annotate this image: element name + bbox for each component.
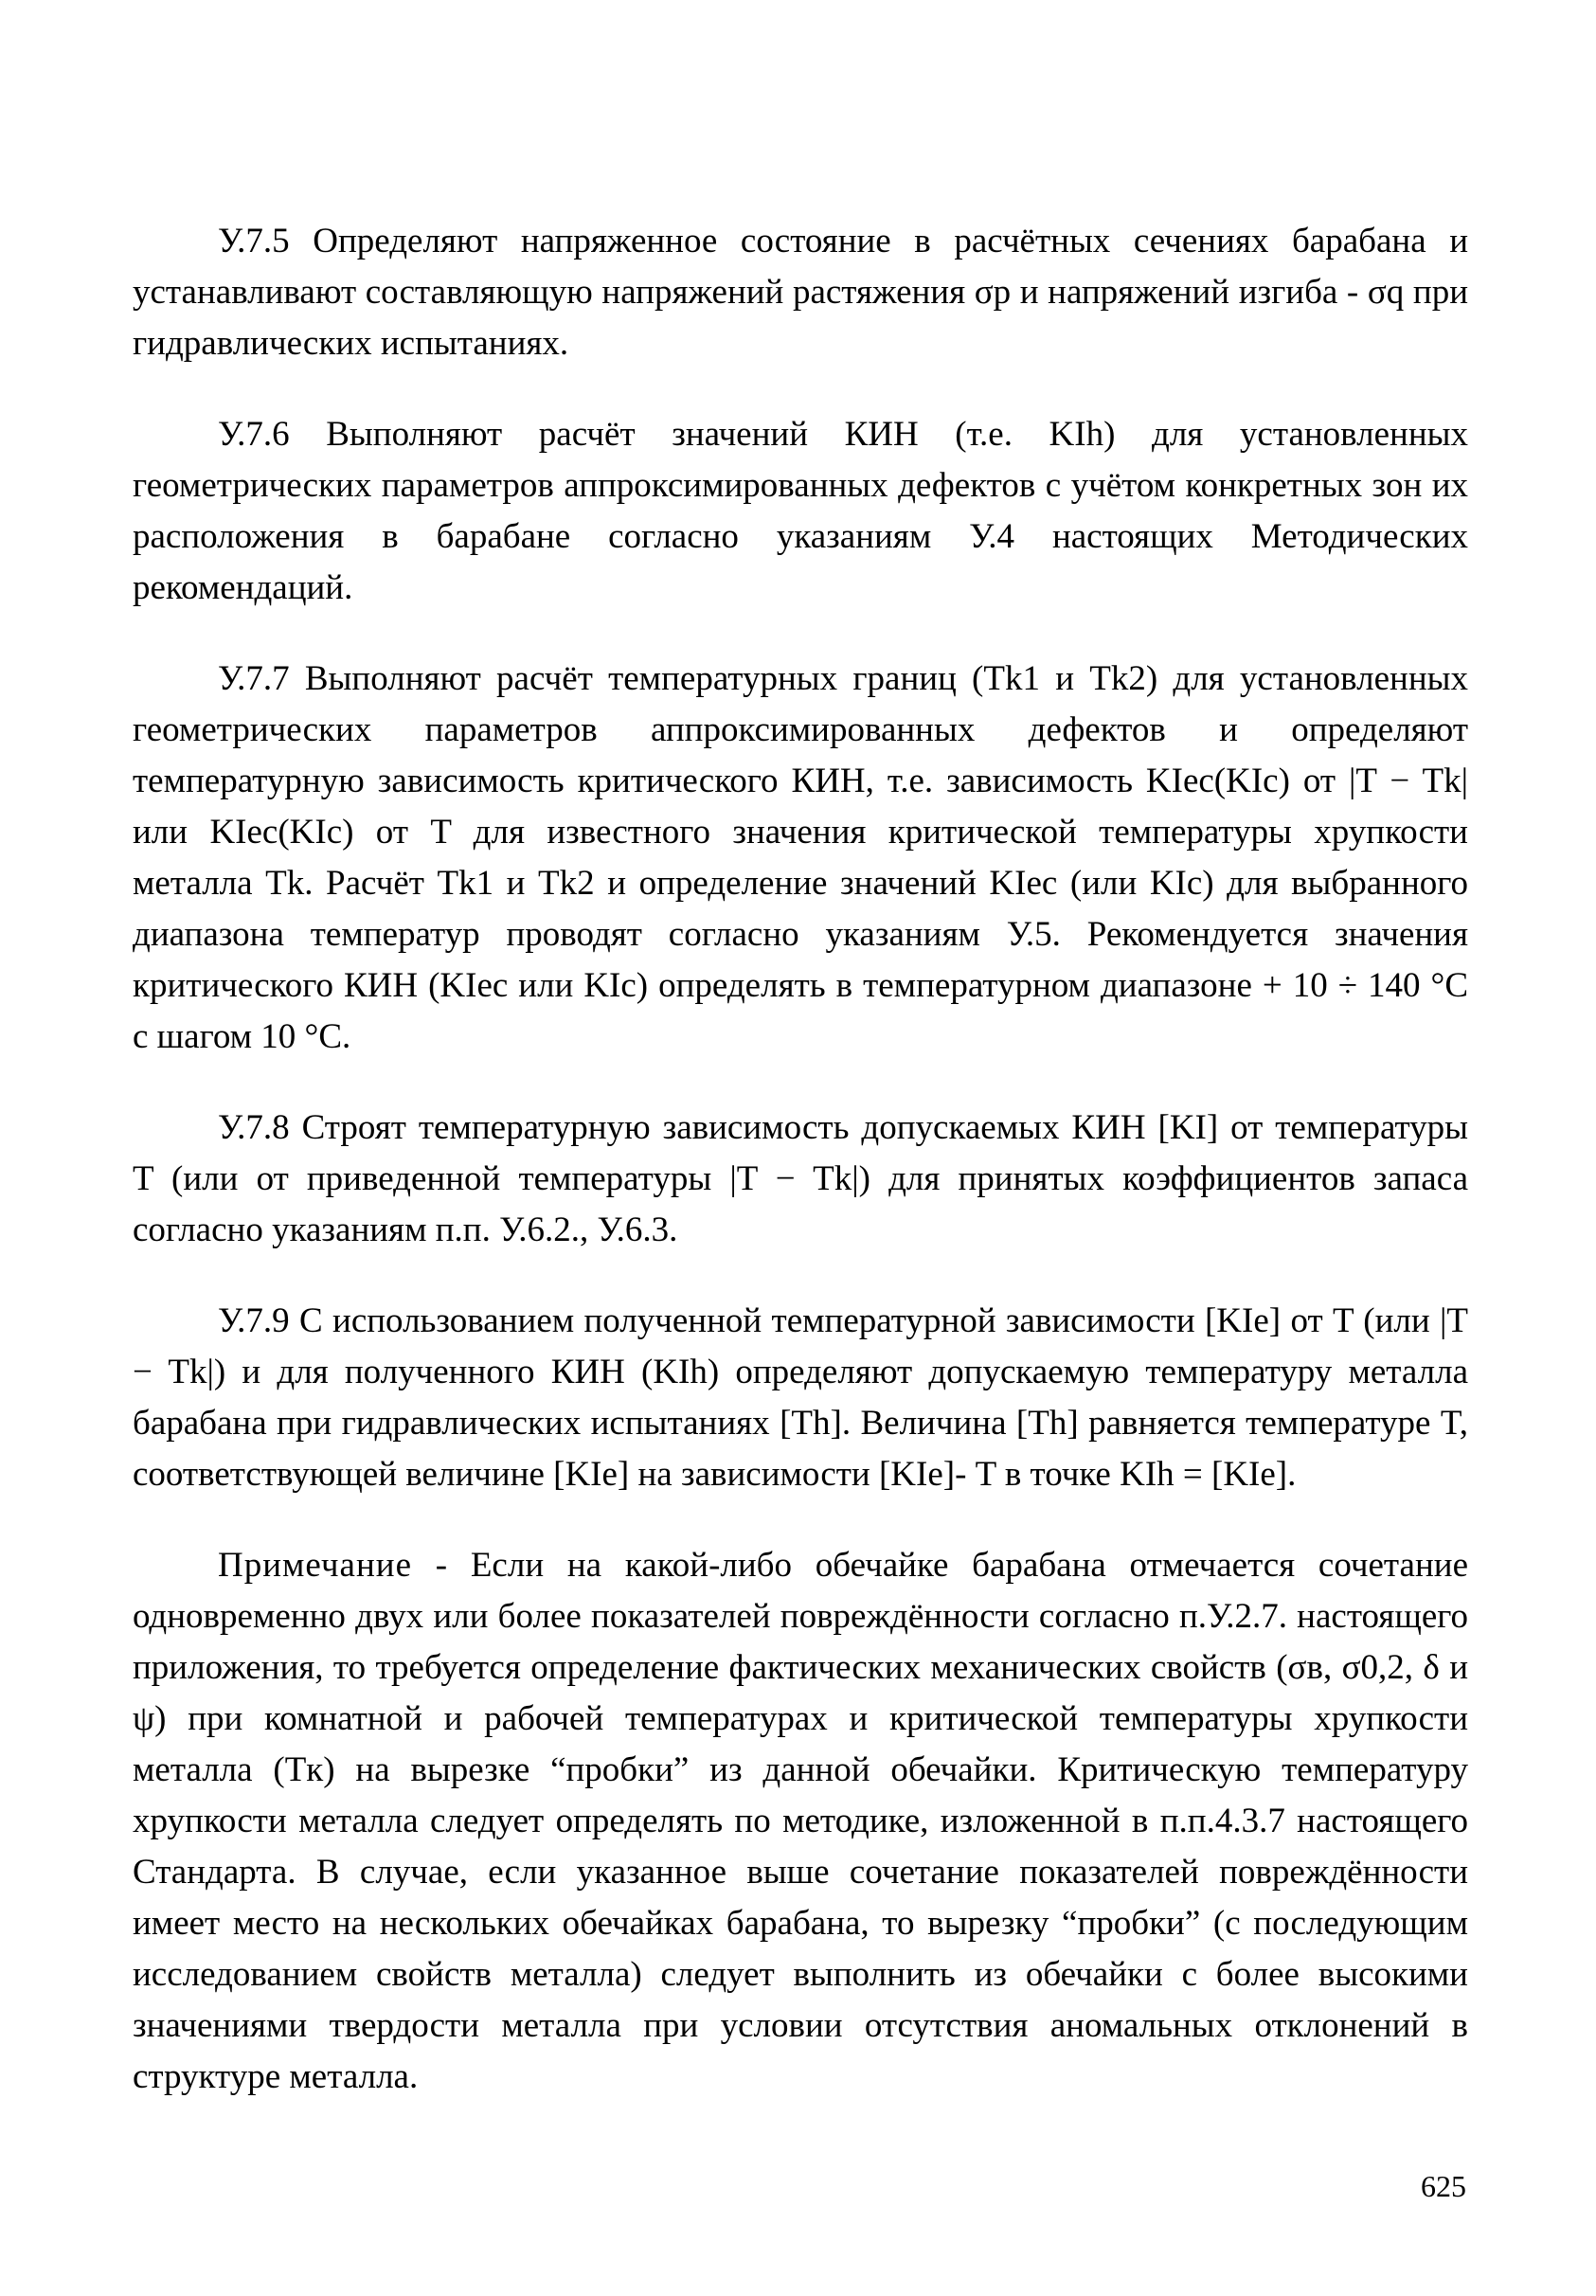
page-number: 625: [1421, 2169, 1466, 2203]
paragraph-u-7-6: У.7.6 Выполняют расчёт значений КИН (т.е. KIh) для установленных геометрических параметров аппроксимированных дефектов с учётом конкретных зон их расположения в барабане согласно указаниям У.4 настоящих Методических рекомендаций.: [133, 415, 1468, 607]
paragraph-u-7-7: У.7.7 Выполняют расчёт температурных границ (Tk1 и Tk2) для установленных геометрических параметров аппроксимированных дефектов и определяют температурную зависимость критического КИН, т.е. зависимость KIec(KIc) от |T − Tk| или KIec(KIc) от T для известного значения критической температуры хрупкости металла Tk. Расчёт Tk1 и Tk2 и определение значений KIec (или KIc) для выбранного диапазона температур проводят согласно указаниям У.5. Рекомендуется значения критического КИН (KIec или KIc) определять в температурном диапазоне + 10 ÷ 140 °С с шагом 10 °С.: [133, 659, 1468, 1056]
note-text: - Если на какой-либо обечайке барабана отмечается сочетание одновременно двух или более показателей повреждённости согласно п.У.2.7. настоящего приложения, то требуется определение фактических механических свойств (σв, σ0,2, δ и ψ) при комнатной и рабочей температурах и критической температуры хрупкости металла (Tк) на вырезке “пробки” из данной обечайки. Критическую температуру хрупкости металла следует определять по методике, изложенной в п.п.4.3.7 настоящего Стандарта. В случае, если указанное выше сочетание показателей повреждённости имеет место на нескольких обечайках барабана, то вырезку “пробки” (с последующим исследованием свойств металла) следует выполнить из обечайки с более высокими значениями твердости металла при условии отсутствия аномальных отклонений в структуре металла.: [133, 1546, 1468, 2096]
paragraph-u-7-9: У.7.9 С использованием полученной температурной зависимости [KIe] от T (или |T − Tk|) и для полученного КИН (KIh) определяют допускаемую температуру металла барабана при гидравлических испытаниях [Th]. Величина [Th] равняется температуре T, соответствующей величине [KIe] на зависимости [KIe]- T в точке KIh = [KIe].: [133, 1301, 1468, 1494]
document-page: [133, 216, 1468, 2143]
paragraph-u-7-5: У.7.5 Определяют напряженное состояние в расчётных сечениях барабана и устанавливают составляющую напряжений растяжения σp и напряжений изгиба - σq при гидравлических испытаниях.: [133, 222, 1468, 363]
note-paragraph: [133, 1540, 1468, 2103]
note-label: Примечание: [218, 1546, 412, 1585]
paragraph-u-7-8: У.7.8 Строят температурную зависимость допускаемых КИН [KI] от температуры T (или от приведенной температуры |T − Tk|) для принятых коэффициентов запаса согласно указаниям п.п. У.6.2., У.6.3.: [133, 1108, 1468, 1249]
